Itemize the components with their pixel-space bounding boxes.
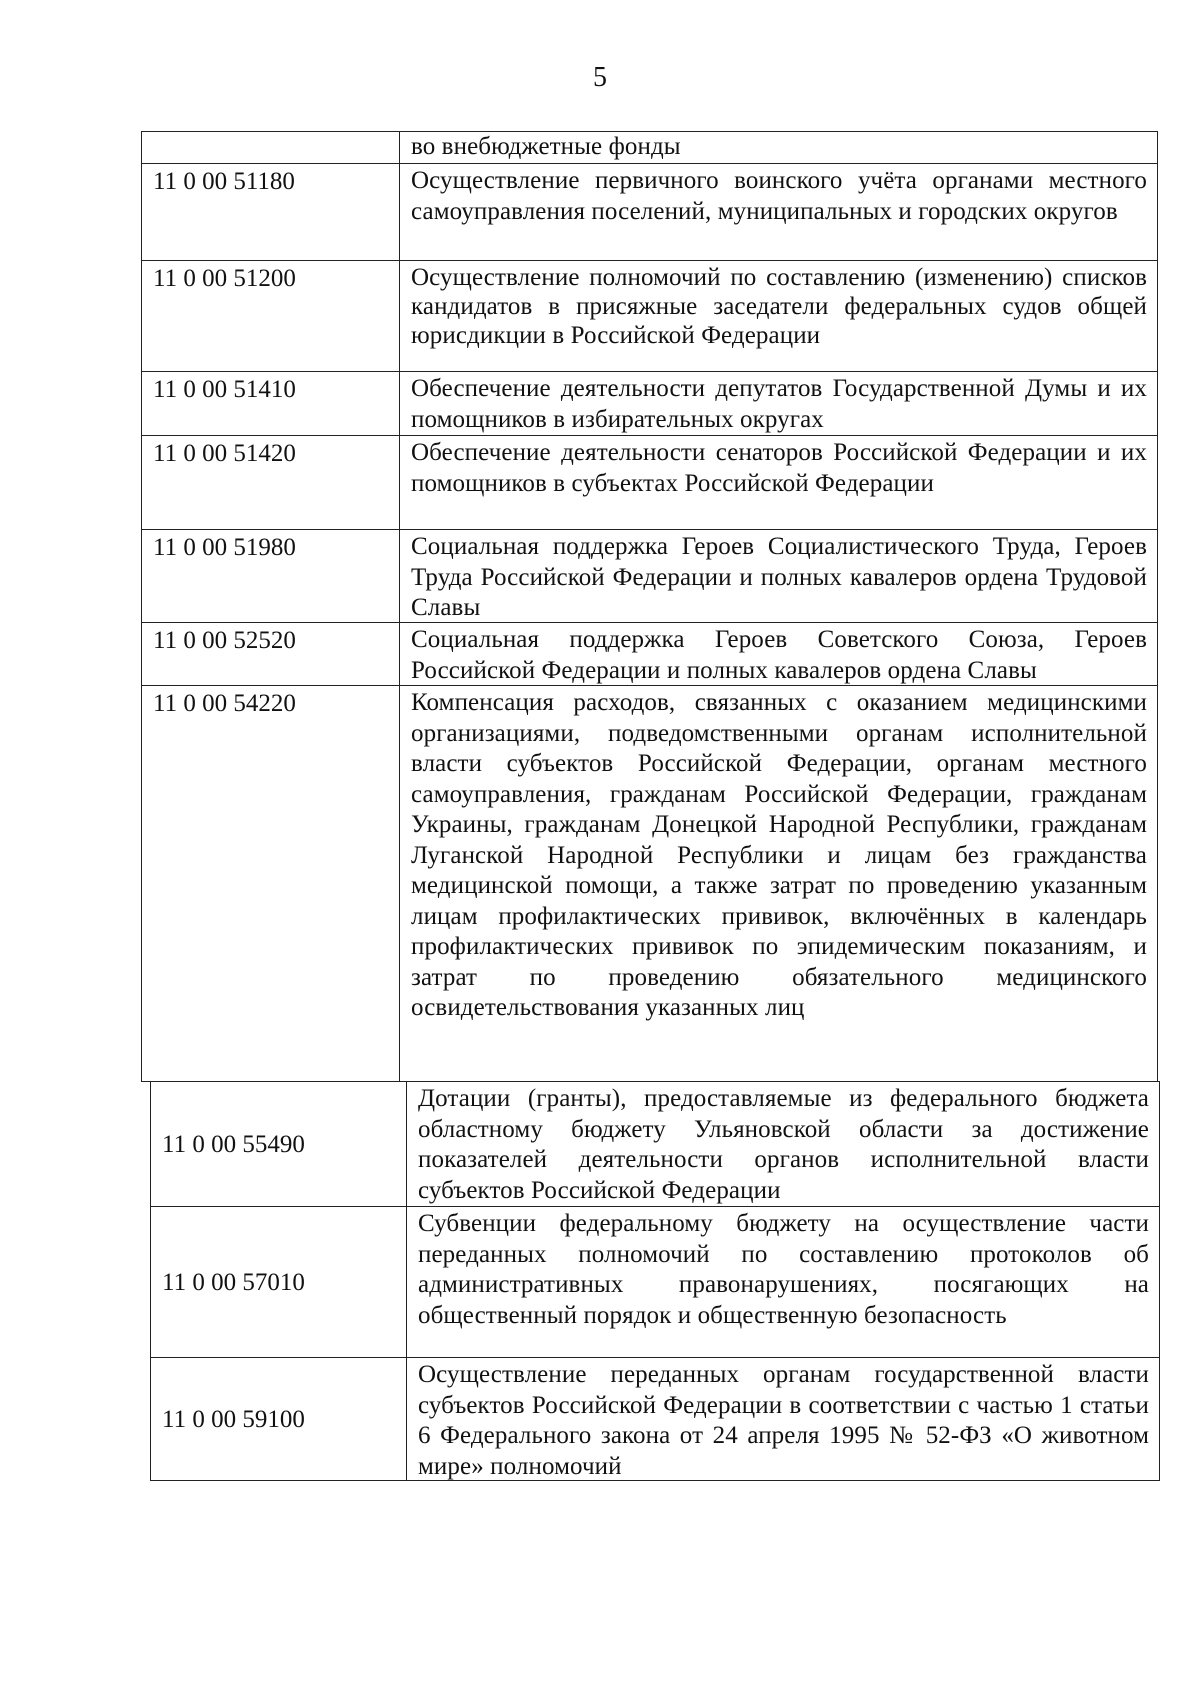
table-row — [141, 371, 1158, 436]
row-code: 11 0 00 55490 — [151, 1082, 407, 1206]
row-description: Осуществление полномочий по составлению (изменению) списков кандидатов в присяжные заседатели федеральных судов общей юрисдикции в Российской Федерации — [411, 264, 1147, 349]
row-description: Обеспечение деятельности депутатов Государственной Думы и их помощников в избирательных округах — [411, 375, 1147, 433]
row-code: 11 0 00 57010 — [151, 1207, 407, 1357]
row-code: 11 0 00 51420 — [142, 436, 400, 529]
table-row — [141, 435, 1158, 530]
row-description: Дотации (гранты), предоставляемые из федерального бюджета областному бюджету Ульяновской области за достижение показателей деятельности органов исполнительной власти субъектов Российской Федерации — [418, 1085, 1149, 1204]
table-row — [141, 685, 1158, 1082]
row-description: Обеспечение деятельности сенаторов Российской Федерации и их помощников в субъектах Российской Федерации — [411, 439, 1147, 497]
row-description: Социальная поддержка Героев Советского Союза, Героев Российской Федерации и полных кавалеров ордена Славы — [411, 626, 1147, 684]
table-row — [141, 622, 1158, 686]
row-code: 11 0 00 52520 — [142, 623, 400, 685]
row-code: 11 0 00 59100 — [151, 1358, 407, 1480]
table-row — [141, 163, 1158, 261]
row-description: Компенсация расходов, связанных с оказанием медицинскими организациями, подведомственными органам исполнительной власти субъектов Российской Федерации, органам местного самоуправления, гражданам Российской Федерации, гражданам Украины, гражданам Донецкой Народной Республики, гражданам Луганской Народной Республики и лицам без гражданства медицинской помощи, а также затрат по проведению указанным лицам профилактических прививок, включённых в календарь профилактических прививок по эпидемическим показаниям, и затрат по проведению обязательного медицинского освидетельствования указанных лиц — [411, 689, 1147, 1021]
table-row — [150, 1081, 1160, 1207]
table-row — [150, 1357, 1160, 1481]
table-row — [141, 260, 1158, 372]
row-code: 11 0 00 51200 — [142, 261, 400, 371]
row-code: 11 0 00 51980 — [142, 530, 400, 622]
page-number: 5 — [593, 62, 607, 93]
row-description: Осуществление первичного воинского учёта органами местного самоуправления поселений, муниципальных и городских округов — [411, 167, 1147, 225]
row-code: 11 0 00 51180 — [142, 164, 400, 260]
row-description: Социальная поддержка Героев Социалистического Труда, Героев Труда Российской Федерации и полных кавалеров ордена Трудовой Славы — [411, 533, 1147, 621]
row-description: Субвенции федеральному бюджету на осуществление части переданных полномочий по составлению протоколов об административных правонарушениях, посягающих на общественный порядок и общественную безопасность — [418, 1210, 1149, 1329]
row-code: 11 0 00 51410 — [142, 372, 400, 435]
table-row — [141, 131, 1158, 164]
row-code — [142, 132, 400, 163]
row-description: Осуществление переданных органам государственной власти субъектов Российской Федерации в соответствии с частью 1 статьи 6 Федерального закона от 24 апреля 1995 № 52-ФЗ «О животном мире» полномочий — [418, 1361, 1149, 1480]
row-code: 11 0 00 54220 — [142, 686, 400, 1081]
row-description: во внебюджетные фонды — [411, 133, 681, 160]
table-row — [150, 1206, 1160, 1358]
table-row — [141, 529, 1158, 623]
